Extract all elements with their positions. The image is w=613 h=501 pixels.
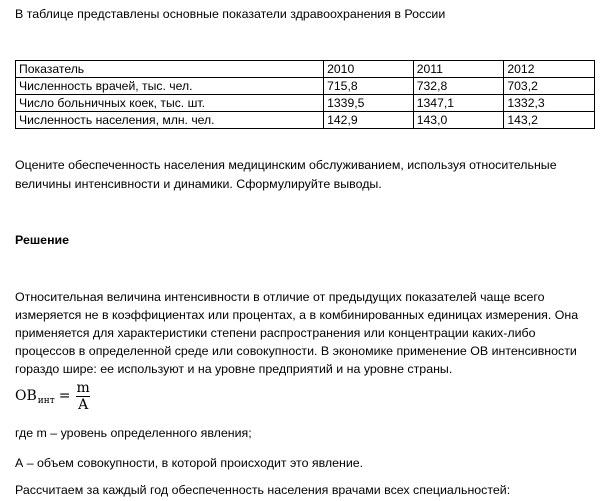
header-cell-2012: 2012 [504,61,595,78]
health-indicators-table [15,60,595,129]
table-cell: 1339,5 [324,95,414,112]
formula-numerator: m [76,380,90,396]
task-line-2: величины интенсивности и динамики. Сформулируйте выводы. [15,177,382,191]
paragraph-line-3: применяется для характеристики степени распространения или концентрации каких-либо [15,326,536,340]
formula-equals: = [58,388,71,404]
table-row [16,95,595,112]
task-line-1: Оцените обеспеченность населения медицинским обслуживанием, используя относительные [15,158,557,172]
intensity-formula [15,380,92,413]
where-m-text: где m – уровень определенного явления; [15,426,252,440]
row-label: Число больничных коек, тыс. шт. [16,95,324,112]
paragraph-line-5: гораздо шире: ее используют и на уровне предприятий и на уровне страны. [15,362,453,376]
final-line-text: Рассчитаем за каждый год обеспеченность населения врачами всех специальностей: [15,483,511,497]
table-cell: 1347,1 [413,95,504,112]
header-cell-indicator: Показатель [16,61,324,78]
formula-subscript: инт [37,396,55,406]
formula-lhs: ОВ [15,388,37,404]
table-header-row [16,61,595,78]
row-label: Численность населения, млн. чел. [16,112,324,129]
table-cell: 143,0 [413,112,504,129]
row-label: Численность врачей, тыс. чел. [16,78,324,95]
table-row [16,78,595,95]
table-cell: 143,2 [504,112,595,129]
table-cell: 1332,3 [504,95,595,112]
header-cell-2010: 2010 [324,61,414,78]
where-a-text: А – объем совокупности, в которой происходит это явление. [15,456,364,470]
table-cell: 715,8 [324,78,414,95]
formula-fraction [74,380,91,413]
paragraph-line-2: измеряется не в коэффициентах или процентах, а в комбинированных единицах измерения. Она [15,308,579,322]
table-cell: 703,2 [504,78,595,95]
table-cell: 732,8 [413,78,504,95]
table-row [16,112,595,129]
formula-denominator: А [77,397,89,413]
table-cell: 142,9 [324,112,414,129]
intro-text: В таблице представлены основные показатели здравоохранения в России [15,7,446,21]
solution-heading: Решение [15,233,70,247]
paragraph-line-4: процессов в определенной среде или совокупности. В экономике применение ОВ интенсивности [15,344,577,358]
header-cell-2011: 2011 [413,61,504,78]
paragraph-line-1: Относительная величина интенсивности в отличие от предыдущих показателей чаще всего [15,290,545,304]
